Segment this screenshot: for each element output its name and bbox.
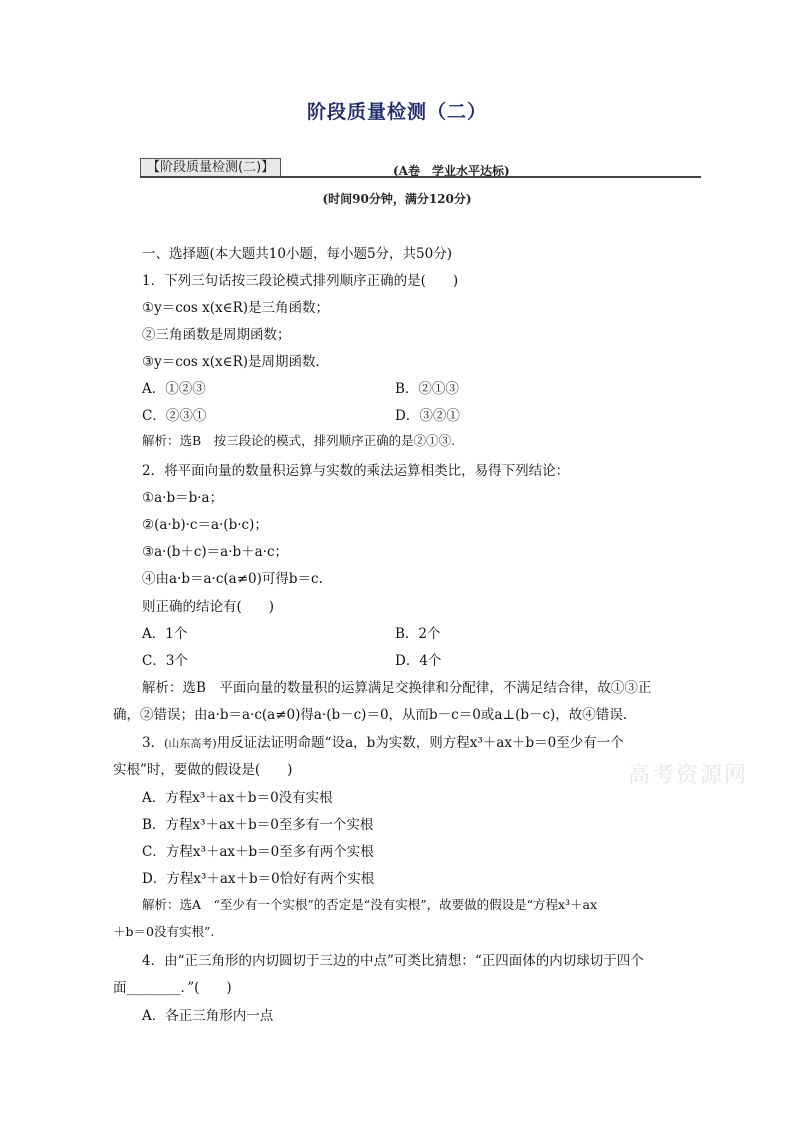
q3-option-a: A．方程x³＋ax＋b＝0没有实根 [142, 790, 333, 806]
q2-option-c: C．3个 [142, 653, 188, 669]
q2-stem: 2．将平面向量的数量积运算与实数的乘法运算相类比，易得下列结论： [142, 463, 570, 479]
q1-option-a: A．①②③ [142, 381, 206, 397]
q4-stem-line-1: 4．由“正三角形的内切圆切于三边的中点”可类比猜想：“正四面体的内切球切于四个 [142, 953, 644, 969]
q4-option-a: A．各正三角形内一点 [142, 1008, 274, 1024]
q3-option-c: C．方程x³＋ax＋b＝0至多有两个实根 [142, 844, 374, 860]
q1-solution: 解析：选B 按三段论的模式，排列顺序正确的是②①③. [142, 433, 456, 448]
section-tag: 【阶段质量检测(二)】 [140, 158, 281, 178]
watermark-text: 高考资源网 [628, 763, 749, 788]
q2-option-d: D．4个 [395, 653, 442, 669]
paper-label: (A卷 学业水平达标) [393, 164, 510, 178]
time-note: (时间90分钟，满分120分) [322, 192, 472, 206]
q2-statement-3: ③a·(b＋c)＝a·b＋a·c； [142, 544, 289, 560]
q4-stem-line-2: 面________．”( ) [113, 980, 232, 996]
q1-statement-3: ③y＝cos x(x∈R)是周期函数． [142, 354, 330, 370]
q3-solution-line-1: 解析：选A “至少有一个实根”的否定是“没有实根”，故要做的假设是“方程x³＋ax [142, 897, 598, 912]
q2-ask: 则正确的结论有( ) [142, 599, 275, 615]
q1-statement-2: ②三角函数是周期函数； [142, 327, 291, 343]
q3-option-b: B．方程x³＋ax＋b＝0至多有一个实根 [142, 817, 374, 833]
q1-option-b: B．②①③ [395, 381, 459, 397]
q1-stem: 1．下列三句话按三段论模式排列顺序正确的是( ) [142, 273, 459, 289]
q2-solution-line-2: 确，②错误；由a·b＝a·c(a≠0)得a·(b－c)＝0，从而b－c＝0或a⊥(b－c)，故④错误. [113, 707, 628, 723]
section-heading: 一、选择题(本大题共10小题，每小题5分，共50分) [142, 246, 452, 262]
q1-option-c: C．②③① [142, 408, 207, 424]
q2-statement-1: ①a·b＝b·a； [142, 490, 224, 506]
q3-stem-line-2: 实根”时，要做的假设是( ) [113, 762, 293, 778]
q3-stem-line-1 [142, 731, 624, 751]
q3-source: (山东高考) [164, 737, 217, 750]
page-title: 阶段质量检测（二） [306, 101, 487, 123]
q2-option-b: B．2个 [395, 626, 441, 642]
q1-option-d: D．③②① [395, 408, 460, 424]
q2-solution-line-1: 解析：选B 平面向量的数量积的运算满足交换律和分配律，不满足结合律，故①③正 [142, 680, 652, 696]
q2-statement-4: ④由a·b＝a·c(a≠0)可得b＝c. [142, 571, 323, 587]
q3-solution-line-2: ＋b＝0没有实根”. [113, 924, 215, 939]
q1-statement-1: ①y＝cos x(x∈R)是三角函数； [142, 300, 330, 316]
q3-number: 3． [142, 735, 165, 751]
q2-option-a: A．1个 [142, 626, 188, 642]
q2-statement-2: ②(a·b)·c＝a·(b·c)； [142, 517, 268, 533]
q3-option-d: D．方程x³＋ax＋b＝0恰好有两个实根 [142, 871, 375, 887]
q3-stem-text: 用反证法证明命题“设a，b为实数，则方程x³＋ax＋b＝0至少有一个 [216, 735, 624, 751]
